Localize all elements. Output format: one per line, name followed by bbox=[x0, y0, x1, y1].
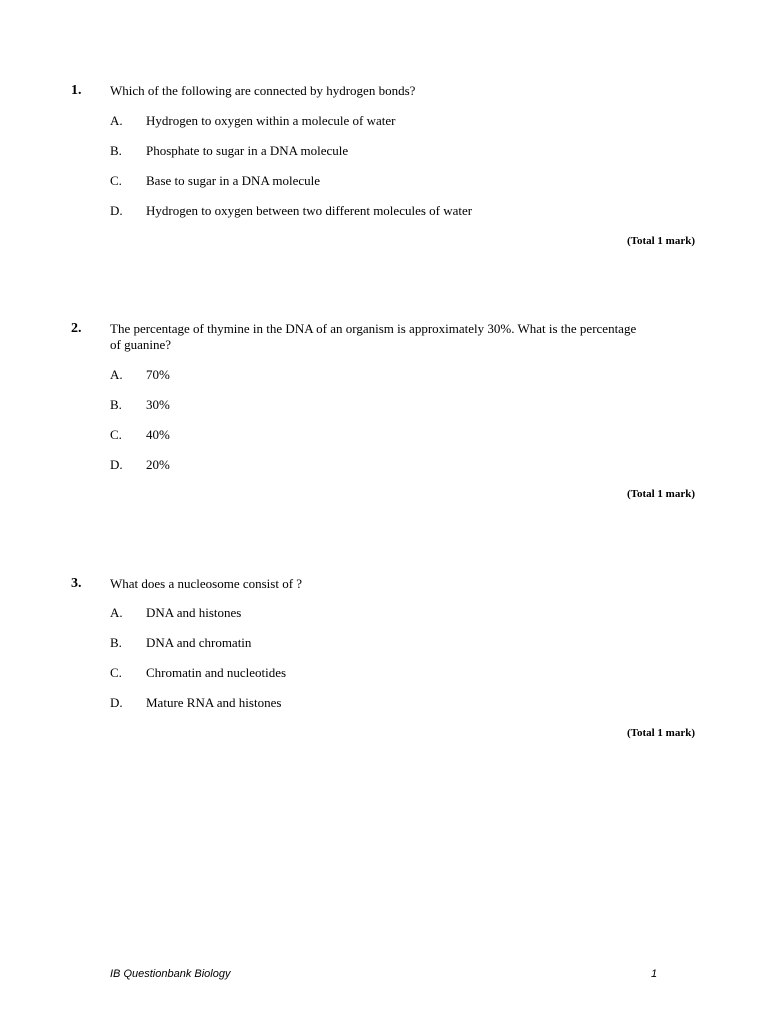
option-text: Phosphate to sugar in a DNA molecule bbox=[146, 143, 349, 158]
option-text: 40% bbox=[146, 427, 170, 442]
option-letter: D. bbox=[110, 203, 123, 218]
option-1b bbox=[0, 143, 768, 159]
option-3b bbox=[0, 635, 768, 651]
option-letter: D. bbox=[110, 457, 123, 472]
option-text: Hydrogen to oxygen within a molecule of water bbox=[146, 113, 396, 128]
total-marks-2: (Total 1 mark) bbox=[626, 488, 695, 500]
option-letter: B. bbox=[110, 143, 122, 158]
option-1d bbox=[0, 203, 768, 219]
total-marks-3: (Total 1 mark) bbox=[626, 727, 695, 739]
option-letter: D. bbox=[110, 695, 123, 710]
option-letter: B. bbox=[110, 397, 122, 412]
option-1a bbox=[0, 113, 768, 129]
option-letter: C. bbox=[110, 665, 122, 680]
footer-source: IB Questionbank Biology bbox=[110, 968, 231, 980]
option-letter: C. bbox=[110, 427, 122, 442]
option-2a bbox=[0, 367, 768, 383]
option-text: DNA and chromatin bbox=[146, 635, 252, 650]
option-letter: C. bbox=[110, 173, 122, 188]
option-3c bbox=[0, 665, 768, 681]
question-text: What does a nucleosome consist of ? bbox=[110, 576, 303, 591]
option-2b bbox=[0, 397, 768, 413]
option-letter: A. bbox=[110, 113, 123, 128]
option-3d bbox=[0, 695, 768, 711]
option-letter: A. bbox=[110, 367, 123, 382]
question-number: 2. bbox=[71, 321, 82, 336]
option-letter: A. bbox=[110, 605, 123, 620]
question-text: The percentage of thymine in the DNA of an organism is approximately 30%. What is the percentage of guanine? bbox=[110, 321, 637, 352]
option-letter: B. bbox=[110, 635, 122, 650]
question-text: Which of the following are connected by hydrogen bonds? bbox=[110, 83, 416, 98]
option-text: Base to sugar in a DNA molecule bbox=[146, 173, 321, 188]
question-number: 1. bbox=[71, 83, 82, 98]
option-3a bbox=[0, 605, 768, 621]
option-text: 30% bbox=[146, 397, 170, 412]
option-2c bbox=[0, 427, 768, 443]
option-1c bbox=[0, 173, 768, 189]
total-marks-1: (Total 1 mark) bbox=[626, 235, 695, 247]
question-number: 3. bbox=[71, 576, 82, 591]
option-text: Chromatin and nucleotides bbox=[146, 665, 287, 680]
option-text: Hydrogen to oxygen between two different molecules of water bbox=[146, 203, 473, 218]
option-text: 70% bbox=[146, 367, 170, 382]
option-text: Mature RNA and histones bbox=[146, 695, 282, 710]
option-text: 20% bbox=[146, 457, 170, 472]
option-2d bbox=[0, 457, 768, 473]
option-text: DNA and histones bbox=[146, 605, 242, 620]
page-number: 1 bbox=[651, 968, 658, 980]
